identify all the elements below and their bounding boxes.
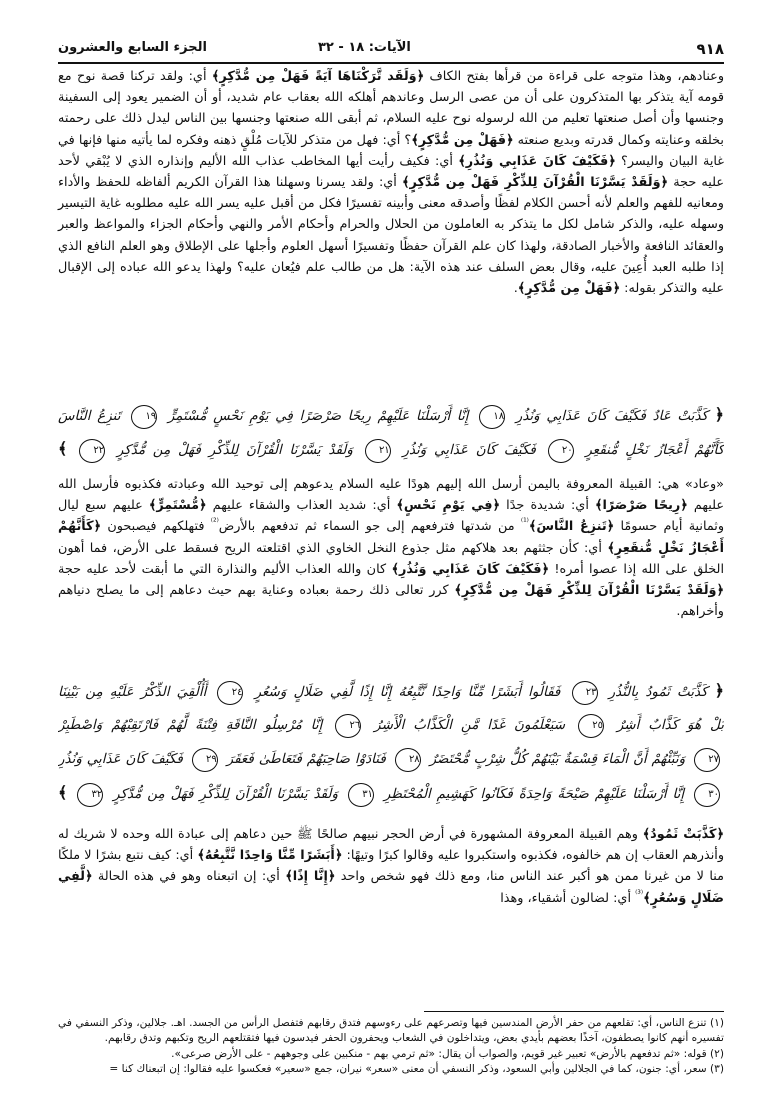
page-number: ٩١٨ bbox=[696, 40, 724, 58]
verse-number: ١٨ bbox=[479, 405, 505, 429]
verse-text: إِنَّا أَرْسَلْنَا عَلَيْهِمْ صَيْحَةً وَاحِدَةً فَكَانُوا كَهَشِيمِ الْمُحْتَظِرِ bbox=[383, 786, 685, 802]
text-run: أي: لضالون أشقياء، وهذا bbox=[500, 890, 636, 906]
quran-quote: ﴿أَبَشَرًا مِّنَّا وَاحِدًا نَّتَّبِعُهُ﴾ bbox=[197, 848, 343, 864]
quran-quote: ﴿وَلَقَدْ يَسَّرْنَا الْقُرْآنَ لِلذِّكْرِ فَهَلْ مِن مُّدَّكِرٍ﴾ bbox=[402, 175, 669, 191]
text-run: أي: كيف نتبع بشرًا لا ملكًا منا لا من غيرنا ممن هو أكبر عند الناس منا، ومع ذلك فهو شخص واحد bbox=[58, 848, 724, 885]
text-run: فتهلكهم فيصبحون bbox=[101, 519, 211, 535]
text-run: كرر تعالى ذلك رحمة بعباده وعناية بهم حيث دعاهم إلى ما يصلح دنياهم وأخراهم. bbox=[58, 583, 724, 620]
verse-line bbox=[58, 432, 724, 466]
verse-text: إِنَّا مُرْسِلُو النَّاقَةِ فِتْنَةً لَّهُمْ فَارْتَقِبْهُمْ وَاصْطَبِرْ bbox=[58, 717, 323, 733]
verse-text: كَذَّبَتْ عَادٌ فَكَيْفَ كَانَ عَذَابِي وَنُذُرِ bbox=[515, 408, 708, 424]
verse-text: وَنَبِّئْهُمْ أَنَّ الْمَاءَ قِسْمَةٌ بَيْنَهُمْ كُلُّ شِرْبٍ مُّحْتَضَرٌ bbox=[429, 751, 686, 767]
text-run: كان والله العذاب الأليم والنذارة التي ما أبقت لأحد عليه حجة bbox=[58, 561, 392, 577]
quran-quote: ﴿مُّسْتَمِرٍّ﴾ bbox=[148, 498, 207, 514]
text-run: «وعاد» هي: القبيلة المعروفة باليمن أرسل الله إليهم هودًا عليه السلام يدعوهم إلى توحيد الله وعبادته فكذبوه فأرسل الله عليهم bbox=[58, 477, 725, 514]
verse-text: فَنَادَوْا صَاحِبَهُمْ فَتَعَاطَىٰ فَعَقَرَ bbox=[226, 751, 386, 767]
quran-quote: ﴿فَهَلْ مِن مُّدَّكِرٍ﴾ bbox=[411, 132, 514, 148]
quran-verses-block-1 bbox=[58, 398, 724, 466]
quran-quote: ﴿وَلَقَد تَّرَكْنَاهَا آيَةً فَهَلْ مِن مُّدَّكِرٍ﴾ bbox=[211, 69, 425, 84]
verse-text: كَأَنَّهُمْ أَعْجَازُ نَخْلٍ مُّنقَعِرٍ bbox=[585, 442, 724, 458]
verse-text: وَلَقَدْ يَسَّرْنَا الْقُرْآنَ لِلذِّكْرِ فَهَلْ مِن مُّدَّكِرٍ bbox=[116, 442, 353, 458]
quran-quote: ﴿فِي يَوْمِ نَحْسٍ﴾ bbox=[396, 498, 501, 514]
quran-quote: ﴿تَنزِعُ النَّاسَ﴾ bbox=[528, 519, 615, 535]
text-run: عليهم سبع ليال وثمانية أيام حسومًا bbox=[58, 498, 725, 535]
verse-text: بَلْ هُوَ كَذَّابٌ أَشِرٌ bbox=[616, 717, 724, 733]
verse-text: إِنَّا أَرْسَلْنَا عَلَيْهِمْ رِيحًا صَرْصَرًا فِي يَوْمِ نَحْسٍ مُّسْتَمِرٍّ bbox=[167, 408, 469, 424]
open-brace: ﴿ bbox=[714, 405, 724, 424]
quran-quote: ﴿كَذَّبَتْ ثَمُودُ﴾ bbox=[642, 827, 724, 842]
verse-number: ٢٩ bbox=[192, 748, 218, 772]
footnote-divider bbox=[424, 1011, 724, 1012]
quran-quote: ﴿إِنَّا إِذًا﴾ bbox=[285, 869, 336, 885]
text-run: . bbox=[513, 281, 518, 297]
quran-quote: ﴿كَأَنَّهُمْ أَعْجَازُ نَخْلٍ مُّنقَعِرٍ﴾ bbox=[58, 519, 724, 556]
verse-number: ٢٢ bbox=[79, 439, 105, 463]
verse-line bbox=[58, 708, 724, 742]
commentary-section-3 bbox=[58, 824, 724, 909]
verse-number: ٢٤ bbox=[217, 681, 243, 705]
footnotes bbox=[58, 1016, 724, 1078]
close-brace: ﴾ bbox=[58, 439, 68, 458]
verse-number: ٢٥ bbox=[578, 714, 604, 738]
verse-text: فَكَيْفَ كَانَ عَذَابِي وَنُذُرِ bbox=[58, 751, 183, 767]
page-header bbox=[58, 40, 724, 64]
verse-number: ٢١ bbox=[365, 439, 391, 463]
commentary-section-2 bbox=[58, 474, 724, 622]
verses-range: الآيات: ١٨ - ٣٢ bbox=[318, 40, 411, 55]
text-run: أي: ولقد يسرنا وسهلنا هذا القرآن الكريم ألفاظه للحفظ والأداء ومعانيه للفهم والعلم لأنه أحسن الكلام لفظًا وأصدقه معنى وأبينه تفسيرًا فكل من أقبل عليه يسر الله عليه مطلوبه غاية التيسير وسهله عليه، والذكر شامل لكل ما يتذكر به العاملون من الحلال والحرام وأحكام الأمر والنهي وأحكام الجزاء والمواعظ والعبر والعقائد النافعة والأخبار الصادقة، ولهذا كان علم القرآن حفظًا وتفسيرًا أسهل العلوم وأجلها على الإطلاق وهو العلم النافع الذي إذا طلبه العبد أُعِينَ عليه، وقال بعض السلف عند هذه الآية: هل من طالب علم فيُعان عليه؟ ولهذا يدعو الله عباده إلى الإقبال عليه والتذكر بقوله: bbox=[58, 175, 724, 297]
quran-quote: ﴿لَّفِي ضَلَالٍ وَسُعُرٍ﴾ bbox=[58, 869, 724, 906]
quran-quote: ﴿فَكَيْفَ كَانَ عَذَابِي وَنُذُرِ﴾ bbox=[458, 153, 616, 169]
quran-quote: ﴿فَكَيْفَ كَانَ عَذَابِي وَنُذُرِ﴾ bbox=[391, 561, 549, 577]
quran-quote: ﴿رِيحًا صَرْصَرًا﴾ bbox=[595, 498, 688, 514]
text-run: أي: شديد العذاب والشقاء عليهم bbox=[206, 498, 397, 514]
verse-text: سَيَعْلَمُونَ غَدًا مَّنِ الْكَذَّابُ الْأَشِرُ bbox=[374, 717, 566, 733]
commentary-paragraph bbox=[58, 474, 724, 622]
text-run: من شدتها فترفعهم إلى جو السماء ثم تدفعهم بالأرض bbox=[218, 519, 521, 535]
verse-text: فَقَالُوا أَبَشَرًا مِّنَّا وَاحِدًا نَّتَّبِعُهُ إِنَّا إِذًا لَّفِي ضَلَالٍ وَسُعُرٍ bbox=[254, 684, 561, 700]
verse-number: ٣٢ bbox=[77, 783, 103, 807]
text-run: أي: شديدة جدًا bbox=[500, 498, 595, 514]
text-run: وهم القبيلة المعروفة المشهورة في أرض الحجر نبيهم صالحًا ﷺ حين دعاهم إلى عبادة الله وحده لا شريك له وأنذرهم العقاب إن هم خالفوه، فكذبوه واستكبروا عليه وقالوا كبرًا وتيهًا: bbox=[58, 827, 725, 864]
text-run: ؟ أي: فهل من متذكر للآيات مُلْقٍ ذهنه وفكره لما يأتيه منها فإنها في غاية البيان واليسر؟ bbox=[58, 132, 724, 169]
verse-line bbox=[58, 776, 724, 810]
quran-quote: ﴿فَهَلْ مِن مُّدَّكِرٍ﴾ bbox=[517, 281, 621, 297]
commentary-paragraph bbox=[58, 824, 724, 909]
footnote-1: (١) تنزع الناس، أي: تقلعهم من حفر الأرض المندسين فيها وتصرعهم على رءوسهم فتدق رقابهم فتفصل الرأس من الجسد. اهـ. جلالين، وذكر النسفي في تفسيره أنهم كانوا يصطفون، آخذًا بعضهم بأيدي بعض، ويتداخلون في الشعاب ويحفرون الحفر فيدسون فيها فتقتلعهم الريح وتكبهم وتدق رقابهم. bbox=[58, 1017, 724, 1045]
verse-text: كَذَّبَتْ ثَمُودُ بِالنُّذُرِ bbox=[608, 684, 708, 700]
verse-number: ٢٦ bbox=[335, 714, 361, 738]
verse-text: فَكَيْفَ كَانَ عَذَابِي وَنُذُرِ bbox=[402, 442, 536, 458]
footnote-2: (٢) قوله: «ثم تدفعهم بالأرض» تعبير غير قويم، والصواب أن يقال: «ثم ترمي بهم - منكبين على وجوههم - على الأرض صرعى». bbox=[171, 1047, 724, 1060]
text-run: أي: فكيف رأيت أيها المخاطب عذاب الله الأليم وإنذاره الذي لا يُبْقي لأحد عليه حجة bbox=[58, 153, 725, 191]
close-brace: ﴾ bbox=[58, 783, 68, 802]
juz-title: الجزء السابع والعشرون bbox=[58, 40, 207, 55]
verse-number: ٢٨ bbox=[395, 748, 421, 772]
text-run: أي: ولقد تركنا قصة نوح مع قومه آية يتذكر بها المتذكرون على أن من عصى الرسل وعاندهم أهلكه الله بعقاب عام شديد، أو أن الضمير يعود إلى السفينة وجنسها وأن أصل صنعتها تعليم من الله لرسوله نوح عليه السلام، ثم أبقى الله صنعتها وجنسها بين الناس ليدل ذلك على رحمته بخلقه وعنايته وكمال قدرته وبديع صنعته bbox=[58, 69, 724, 148]
footnote-ref: ⁽¹⁾ bbox=[520, 518, 529, 529]
verse-line bbox=[58, 742, 724, 776]
verse-number: ٢٧ bbox=[694, 748, 720, 772]
verse-line bbox=[58, 674, 724, 708]
verse-number: ٢٣ bbox=[572, 681, 598, 705]
open-brace: ﴿ bbox=[714, 681, 724, 700]
verse-text: أَأُلْقِيَ الذِّكْرُ عَلَيْهِ مِن بَيْنِنَا bbox=[58, 684, 207, 700]
commentary-paragraph bbox=[58, 66, 724, 299]
verse-number: ٢٠ bbox=[548, 439, 574, 463]
commentary-section-1 bbox=[58, 66, 724, 299]
text-run: أي: إن اتبعناه وهو في هذه الحالة bbox=[92, 869, 286, 885]
footnote-ref: ⁽²⁾ bbox=[210, 518, 219, 529]
verse-text: وَلَقَدْ يَسَّرْنَا الْقُرْآنَ لِلذِّكْرِ فَهَلْ مِن مُّدَّكِرٍ bbox=[113, 786, 339, 802]
verse-number: ٣٠ bbox=[694, 783, 720, 807]
text-run: وعنادهم، وهذا متوجه على قراءة من قرأها بفتح الكاف bbox=[424, 69, 724, 84]
text-run: أي: كأن جثثهم بعد هلاكهم مثل جذوع النخل الخاوي الذي اقتلعته الريح فسقط على الأرض، فما أهون الخلق على الله إذا عصوا أمره! bbox=[58, 540, 724, 577]
footnote-3: (٣) سعر، أي: جنون، كما في الجلالين وأبي السعود، وذكر النسفي أن معنى «سعر» نيران، جمع «سعير» فعكسوا عليه فقالوا: إن اتبعناك كنا = bbox=[109, 1063, 724, 1076]
verse-number: ٣١ bbox=[348, 783, 374, 807]
footnote-ref: ⁽³⁾ bbox=[635, 889, 644, 900]
verse-text: تَنزِعُ النَّاسَ bbox=[58, 408, 121, 424]
verse-number: ١٩ bbox=[131, 405, 157, 429]
quran-quote: ﴿وَلَقَدْ يَسَّرْنَا الْقُرْآنَ لِلذِّكْرِ فَهَلْ مِن مُّدَّكِرٍ﴾ bbox=[454, 583, 725, 599]
verse-line bbox=[58, 398, 724, 432]
quran-verses-block-2 bbox=[58, 674, 724, 810]
